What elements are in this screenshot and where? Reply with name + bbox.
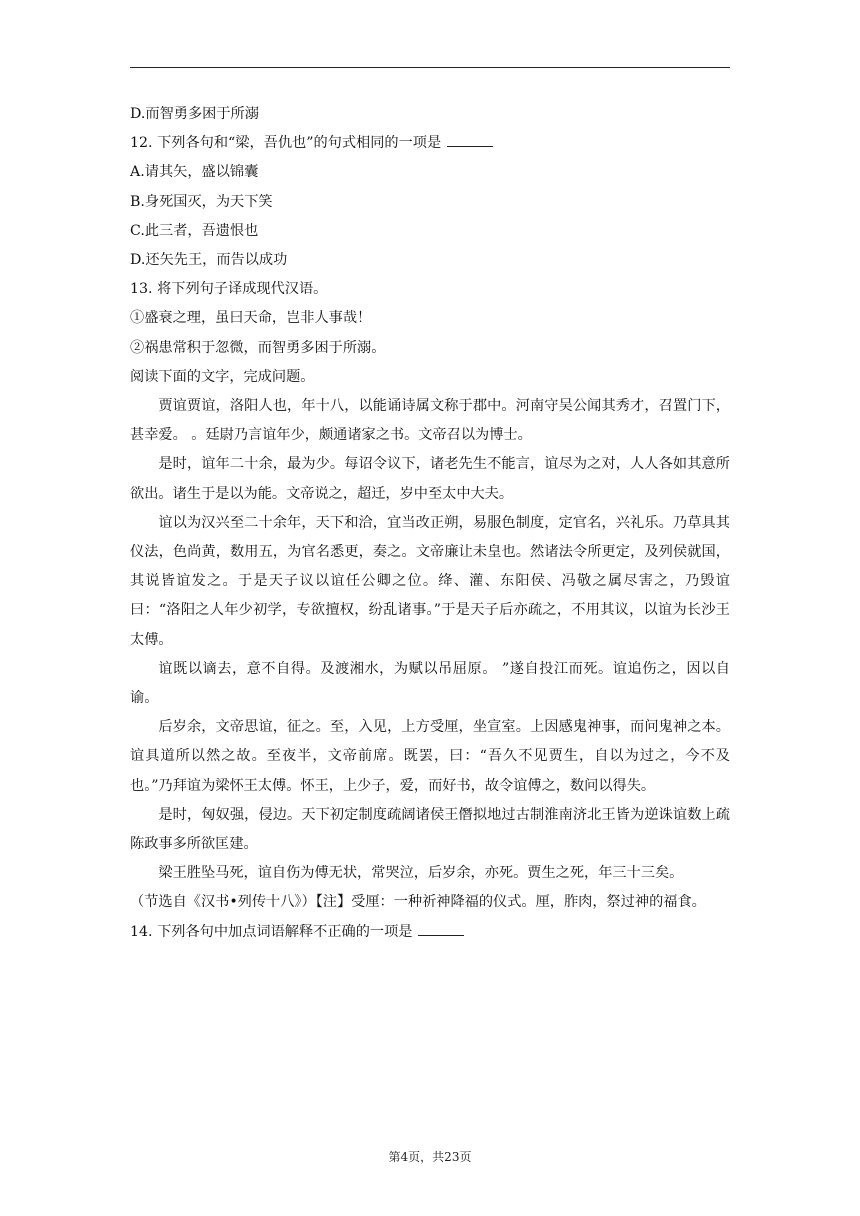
passage-paragraph: 贾谊贾谊，洛阳人也，年十八，以能诵诗属文称于郡中。河南守吴公闻其秀才，召置门下，甚幸爱。 。廷尉乃言谊年少，颇通诸家之书。文帝召以为博士。 bbox=[130, 398, 730, 444]
question-12-text: 12. 下列各句和“梁，吾仇也”的句式相同的一项是 bbox=[130, 135, 442, 152]
header-rule bbox=[130, 67, 730, 68]
passage-paragraph: 梁王胜坠马死，谊自伤为傅无状，常哭泣，后岁余，亦死。贾生之死，年三十三矣。 bbox=[158, 865, 684, 882]
passage-paragraph: 谊以为汉兴至二十余年，天下和洽，宜当改正朔，易服色制度，定官名，兴礼乐。乃草具其仪法，色尚黄，数用五，为官名悉更，奏之。文帝廉让未皇也。然诸法令所更定，及列侯就国，其说皆谊发之。于是天子议以谊任公卿之位。绛、灌、东阳侯、冯敬之属尽害之，乃毁谊曰：“洛阳之人年少初学，专欲擅权，纷乱诸事。”于是天子后亦疏之，不用其议，以谊为长沙王太傅。 bbox=[130, 514, 730, 648]
option-c: C.此三者，吾遗恨也 bbox=[130, 222, 259, 239]
answer-blank bbox=[447, 131, 493, 147]
reading-instruction: 阅读下面的文字，完成问题。 bbox=[130, 368, 315, 385]
question-14 bbox=[130, 918, 730, 947]
option-b: B.身死国灭，为天下笑 bbox=[130, 193, 273, 210]
translate-sentence-1: ①盛衰之理，虽曰天命，岂非人事哉！ bbox=[130, 310, 372, 327]
option-d: D.还矢先王，而告以成功 bbox=[130, 252, 288, 269]
passage-paragraph: 是时，谊年二十余，最为少。每诏令议下，诸老先生不能言，谊尽为之对，人人各如其意所欲出。诸生于是以为能。文帝说之，超迁，岁中至太中大夫。 bbox=[130, 456, 730, 502]
answer-blank bbox=[418, 920, 464, 936]
option-a: A.请其矢，盛以锦囊 bbox=[130, 164, 259, 181]
passage-paragraph: 后岁余，文帝思谊，征之。至，入见，上方受厘，坐宣室。上因感鬼神事，而问鬼神之本。谊具道所以然之故。至夜半，文帝前席。既罢，曰：“吾久不见贾生，自以为过之，今不及也。”乃拜谊为梁怀王太傅。怀王，上少子，爱，而好书，故令谊傅之，数问以得失。 bbox=[130, 719, 730, 794]
source-note: （节选自《汉书•列传十八》）【注】受厘：一种祈神降福的仪式。厘，胙肉，祭过神的福食。 bbox=[130, 894, 706, 911]
passage-paragraph: 是时，匈奴强，侵边。天下初定制度疏阔诸侯王僭拟地过古制淮南济北王皆为逆诛谊数上疏陈政事多所欲匡建。 bbox=[130, 806, 730, 853]
page-footer: 第4页，共23页 bbox=[388, 1150, 472, 1164]
passage-paragraph: 谊既以谪去，意不自得。及渡湘水，为赋以吊屈原。 ”遂自投江而死。谊追伤之，因以自谕。 bbox=[130, 660, 730, 707]
question-12 bbox=[130, 129, 730, 158]
translate-sentence-2: ②祸患常积于忽微，而智勇多困于所溺。 bbox=[130, 339, 386, 356]
option-d-prev: D.而智勇多困于所溺 bbox=[130, 106, 259, 122]
question-13: 13. 将下列句子译成现代汉语。 bbox=[130, 281, 328, 298]
document-body bbox=[130, 100, 730, 947]
question-14-text: 14. 下列各句中加点词语解释不正确的一项是 bbox=[130, 923, 413, 940]
